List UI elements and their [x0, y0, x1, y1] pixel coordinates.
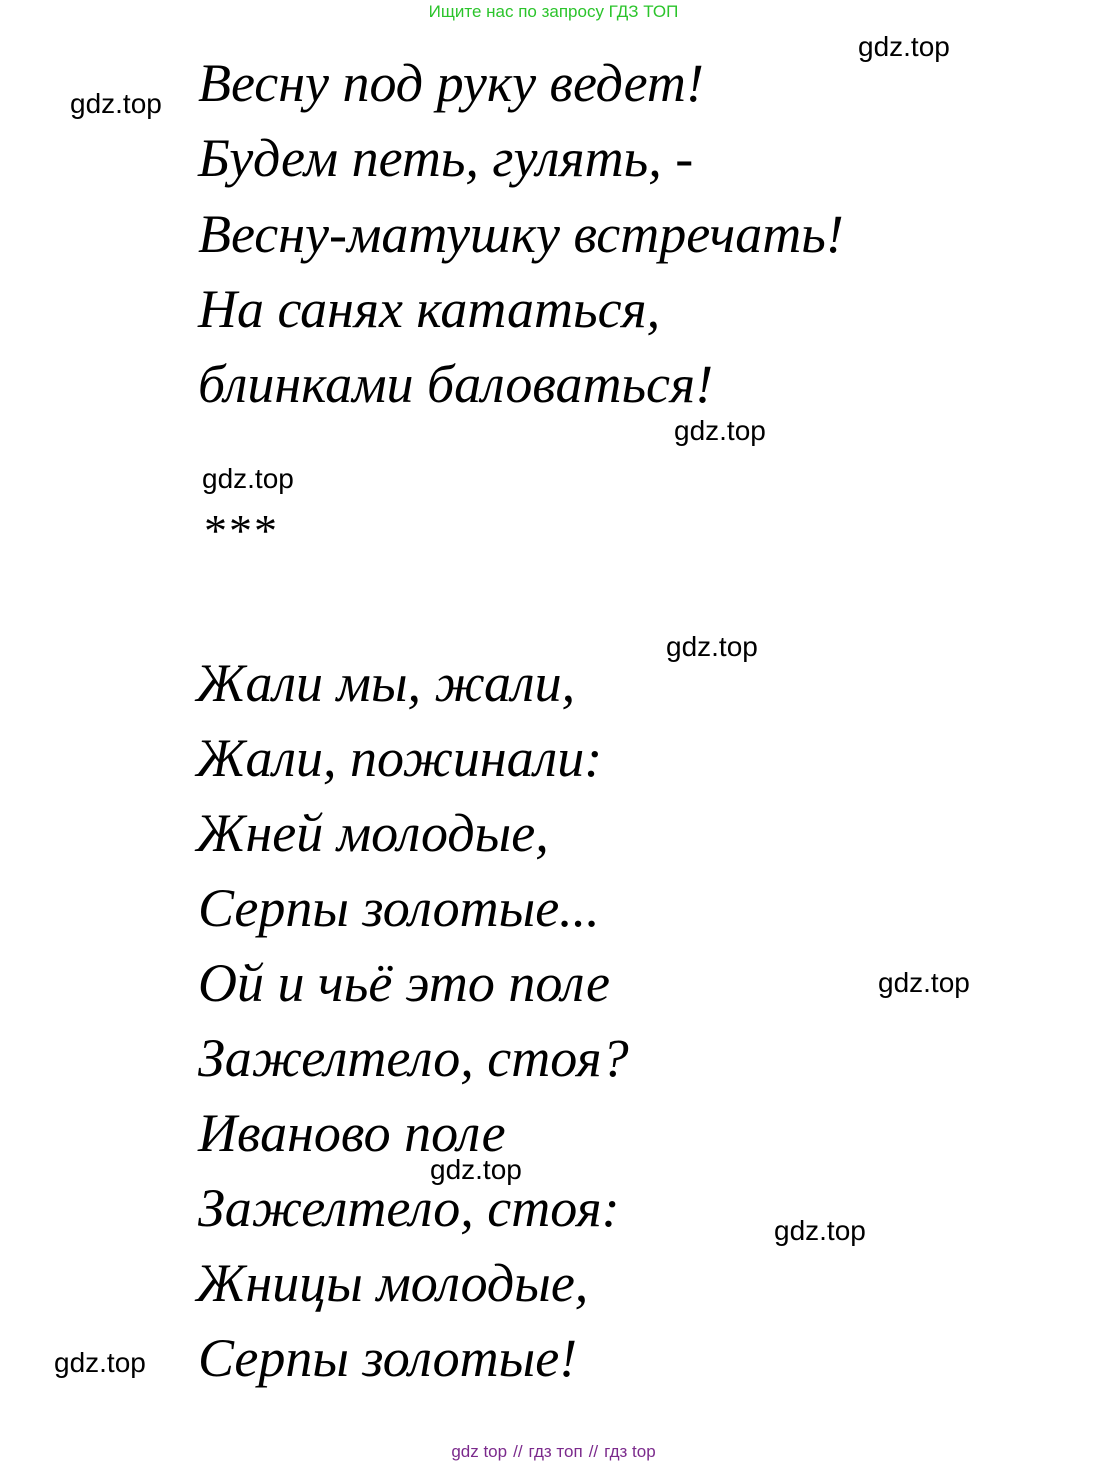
footer-separator: //	[513, 1442, 523, 1461]
watermark: gdz.top	[54, 1347, 146, 1378]
top-banner: Ищите нас по запросу ГДЗ ТОП	[428, 2, 679, 21]
poem-line: Жней молодые,	[196, 803, 549, 863]
poem-line: Серпы золотые...	[198, 878, 600, 938]
poem-line: Жали, пожинали:	[196, 728, 603, 788]
poem-line: Жали мы, жали,	[196, 653, 576, 713]
footer-link[interactable]: gdz top	[451, 1442, 508, 1461]
footer	[0, 1442, 1107, 1462]
watermark: gdz.top	[674, 415, 766, 446]
poem-line: Весну-матушку встречать!	[198, 204, 844, 264]
poem-line: Иваново поле	[198, 1103, 506, 1163]
footer-link[interactable]: гдз топ	[528, 1442, 583, 1461]
watermark: gdz.top	[858, 31, 950, 62]
watermark: gdz.top	[774, 1215, 866, 1246]
watermark: gdz.top	[666, 631, 758, 662]
watermark: gdz.top	[430, 1154, 522, 1185]
section-separator: ***	[204, 505, 279, 556]
poem-line: Серпы золотые!	[198, 1328, 578, 1388]
poem-line: Весну под руку ведет!	[198, 53, 704, 113]
watermark: gdz.top	[202, 463, 294, 494]
poem-line: На санях кататься,	[198, 279, 661, 339]
watermark: gdz.top	[878, 967, 970, 998]
footer-link[interactable]: гдз top	[604, 1442, 656, 1461]
poem-line: блинками баловаться!	[198, 354, 714, 414]
poem-line: Жницы молодые,	[196, 1253, 589, 1313]
poem-line: Будем петь, гулять, -	[198, 128, 694, 188]
footer-separator: //	[588, 1442, 599, 1461]
poem-line: Ой и чьё это поле	[198, 953, 610, 1013]
poem-line: Зажелтело, стоя?	[198, 1028, 629, 1088]
watermark: gdz.top	[70, 88, 162, 119]
poem-line: Зажелтело, стоя:	[198, 1178, 620, 1238]
